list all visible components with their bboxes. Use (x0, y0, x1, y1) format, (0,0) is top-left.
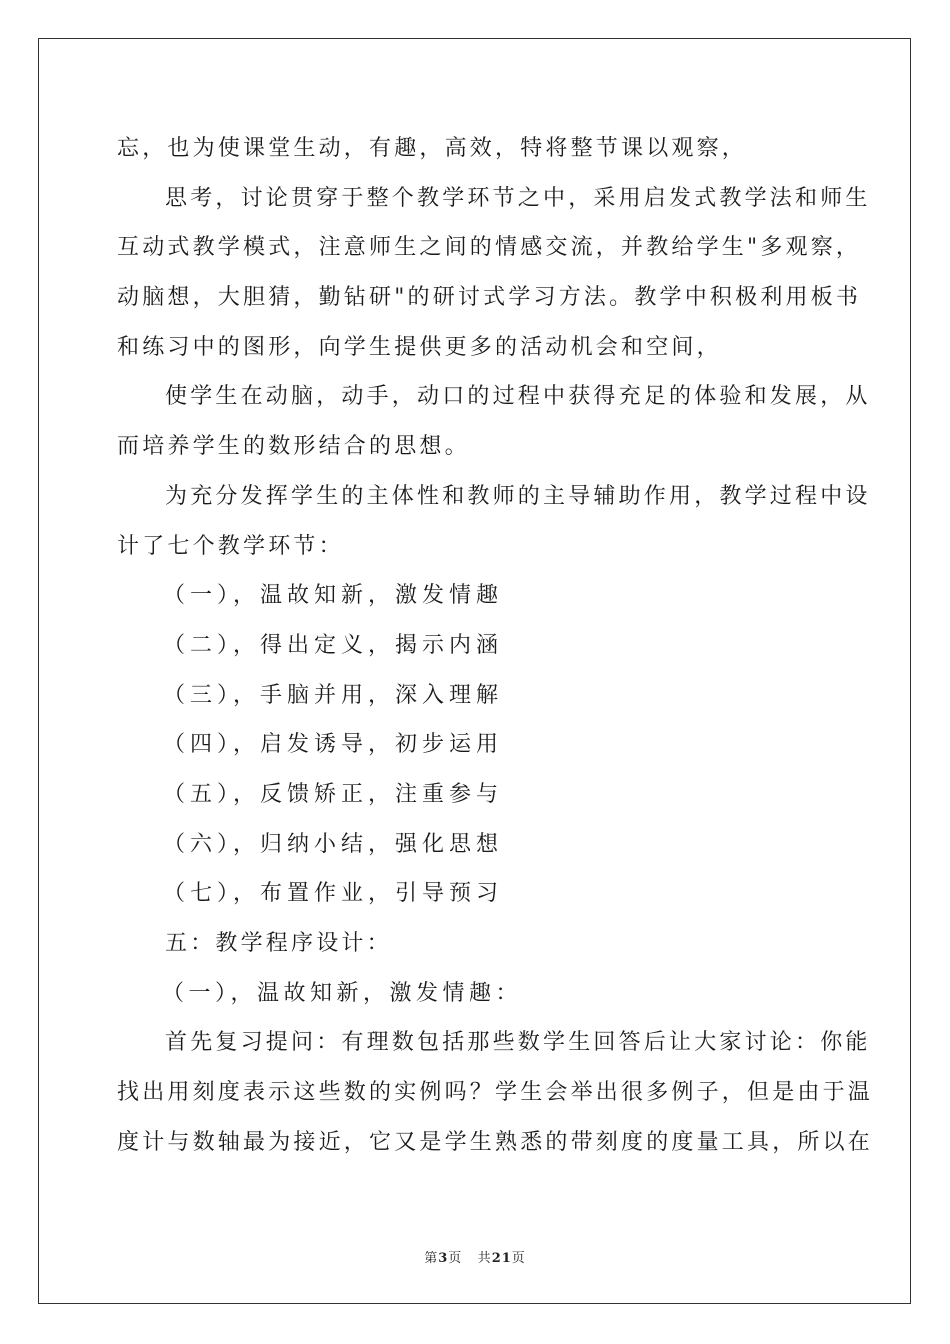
body-line: 动脑想，大胆猜，勤钻研"的研讨式学习方法。教学中积极利用板书 (117, 285, 862, 311)
body-line: 而培养学生的数形结合的思想。 (117, 434, 470, 460)
body-line: 和练习中的图形，向学生提供更多的活动机会和空间， (117, 334, 722, 360)
list-item: （七），布置作业，引导预习 (163, 881, 504, 907)
total-prefix: 共 (477, 1251, 492, 1266)
list-item: （六），归纳小结，强化思想 (163, 831, 504, 857)
page-footer (0, 1247, 950, 1266)
list-item: （二），得出定义，揭示内涵 (163, 632, 504, 658)
body-line: 首先复习提问：有理数包括那些数学生回答后让大家讨论：你能 (165, 1030, 871, 1056)
list-item: （一），温故知新，激发情趣 (163, 583, 504, 609)
list-item: （三），手脑并用，深入理解 (163, 682, 504, 708)
list-item: （四），启发诱导，初步运用 (163, 732, 504, 758)
page-suffix: 页 (448, 1251, 463, 1266)
body-line: 为充分发挥学生的主体性和教师的主导辅助作用，教学过程中设 (165, 483, 871, 509)
list-item: （五），反馈矫正，注重参与 (163, 781, 504, 807)
body-line: 思考，讨论贯穿于整个教学环节之中，采用启发式教学法和师生 (165, 185, 871, 211)
body-line: 度计与数轴最为接近，它又是学生熟悉的带刻度的度量工具，所以在 (117, 1129, 874, 1155)
document-body (117, 124, 874, 1167)
subsection-heading: （一），温故知新，激发情趣： (162, 980, 523, 1006)
section-heading: 五：教学程序设计： (165, 931, 392, 956)
body-line: 忘，也为使课堂生动，有趣，高效，特将整节课以观察， (117, 136, 748, 161)
page-prefix: 第 (424, 1251, 439, 1266)
body-line: 找出用刻度表示这些数的实例吗？学生会举出很多例子，但是由于温 (117, 1080, 874, 1106)
page-number: 3 (438, 1251, 449, 1266)
body-line: 使学生在动脑，动手，动口的过程中获得充足的体验和发展，从 (165, 384, 871, 410)
body-line: 互动式教学模式，注意师生之间的情感交流，并教给学生"多观察， (117, 235, 862, 261)
body-line: 计了七个教学环节： (117, 533, 344, 559)
total-suffix: 页 (511, 1251, 526, 1266)
total-pages: 21 (491, 1251, 512, 1266)
